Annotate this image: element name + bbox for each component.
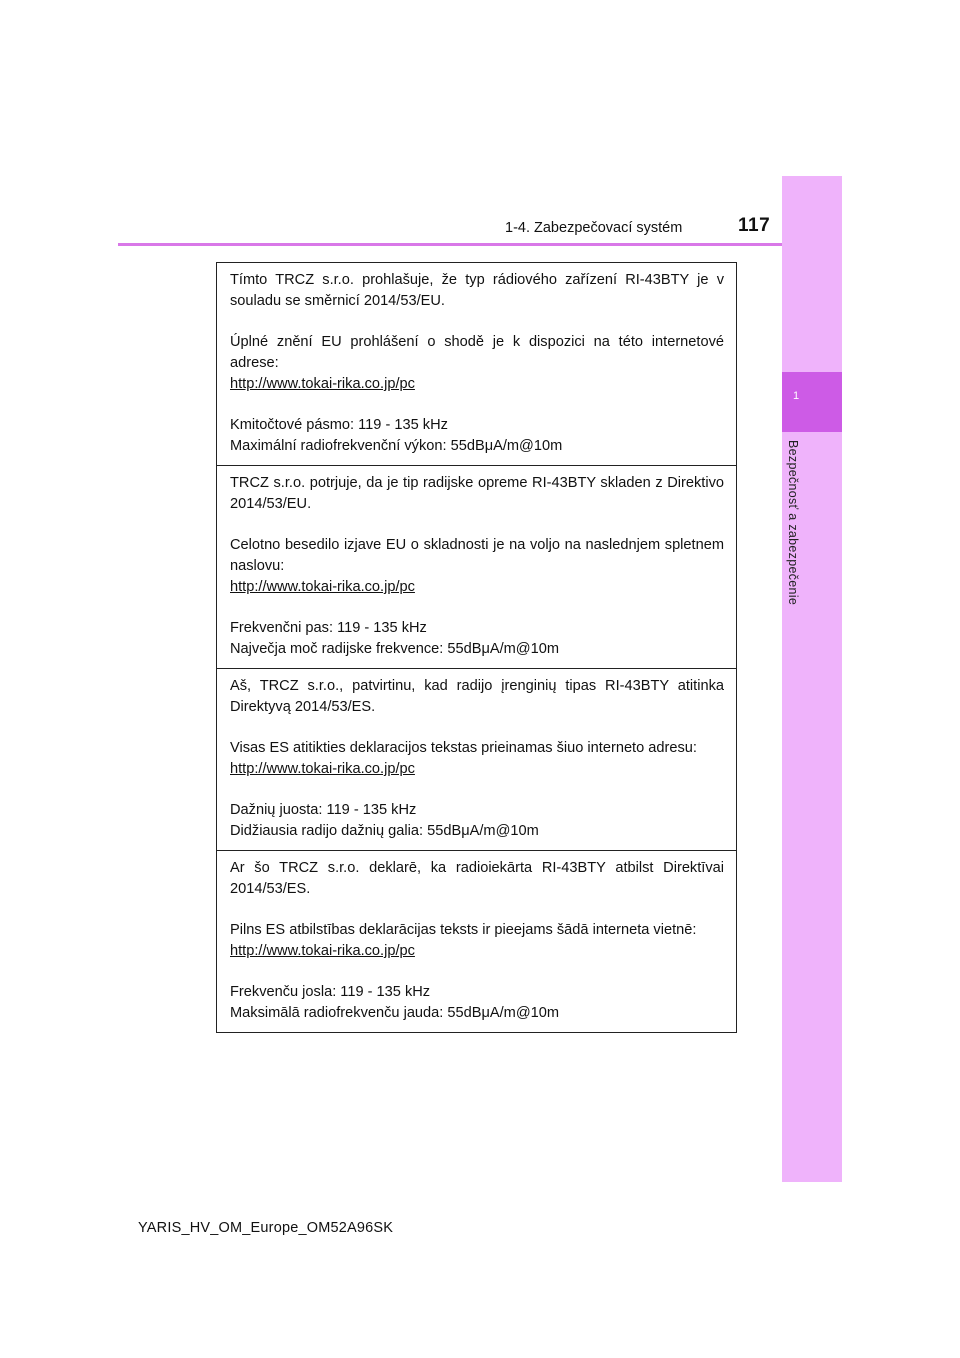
frequency-text: Frekvenčni pas: 119 - 135 kHz (230, 620, 427, 636)
availability-text: Celotno besedilo izjave EU o skladnosti je na voljo na naslednjem spletnem naslovu: (230, 537, 724, 574)
frequency-text: Dažnių juosta: 119 - 135 kHz (230, 802, 417, 818)
declaration-link[interactable]: http://www.tokai-rika.co.jp/pc (230, 761, 415, 777)
availability-text: Visas ES atitikties deklaracijos tekstas prieinamas šiuo interneto adresu: (230, 740, 697, 756)
declaration-table (216, 262, 737, 1033)
declaration-block-slovenian (217, 465, 736, 668)
declaration-text: Tímto TRCZ s.r.o. prohlašuje, že typ rádiového zařízení RI-43BTY je v souladu se směrnicí 2014/53/EU. (230, 272, 724, 309)
frequency-text: Kmitočtové pásmo: 119 - 135 kHz (230, 417, 448, 433)
declaration-block-czech (217, 263, 736, 465)
declaration-text: TRCZ s.r.o. potrjuje, da je tip radijske opreme RI-43BTY skladen z Direktivo 2014/53/EU. (230, 475, 724, 512)
header-rule (118, 243, 840, 246)
declaration-block-lithuanian (217, 668, 736, 850)
chapter-side-tab (782, 176, 842, 1182)
declaration-link[interactable]: http://www.tokai-rika.co.jp/pc (230, 376, 415, 392)
frequency-text: Frekvenču josla: 119 - 135 kHz (230, 984, 431, 1000)
section-title: 1-4. Zabezpečovací systém (505, 220, 683, 236)
declaration-link[interactable]: http://www.tokai-rika.co.jp/pc (230, 943, 415, 959)
chapter-tab-active (782, 372, 842, 432)
chapter-number: 1 (792, 390, 800, 402)
declaration-text: Ar šo TRCZ s.r.o. deklarē, ka radioiekārta RI-43BTY atbilst Direktīvai 2014/53/ES. (230, 860, 724, 897)
manual-code: YARIS_HV_OM_Europe_OM52A96SK (138, 1220, 394, 1236)
declaration-block-latvian (217, 850, 736, 1032)
power-text: Največja moč radijske frekvence: 55dBμA/m@10m (230, 641, 560, 657)
power-text: Maksimālā radiofrekvenču jauda: 55dBμA/m@10m (230, 1005, 560, 1021)
chapter-label: Bezpečnosť a zabezpečenie (786, 440, 800, 606)
availability-text: Úplné znění EU prohlášení o shodě je k dispozici na této internetové adrese: (230, 334, 724, 371)
power-text: Maximální radiofrekvenční výkon: 55dBμA/m@10m (230, 438, 563, 454)
availability-text: Pilns ES atbilstības deklarācijas teksts ir pieejams šādā interneta vietnē: (230, 922, 697, 938)
power-text: Didžiausia radijo dažnių galia: 55dBμA/m@10m (230, 823, 539, 839)
declaration-link[interactable]: http://www.tokai-rika.co.jp/pc (230, 579, 415, 595)
page-number: 117 (738, 215, 771, 236)
declaration-text: Aš, TRCZ s.r.o., patvirtinu, kad radijo įrenginių tipas RI-43BTY atitinka Direktyvą 2014/53/ES. (230, 678, 724, 715)
